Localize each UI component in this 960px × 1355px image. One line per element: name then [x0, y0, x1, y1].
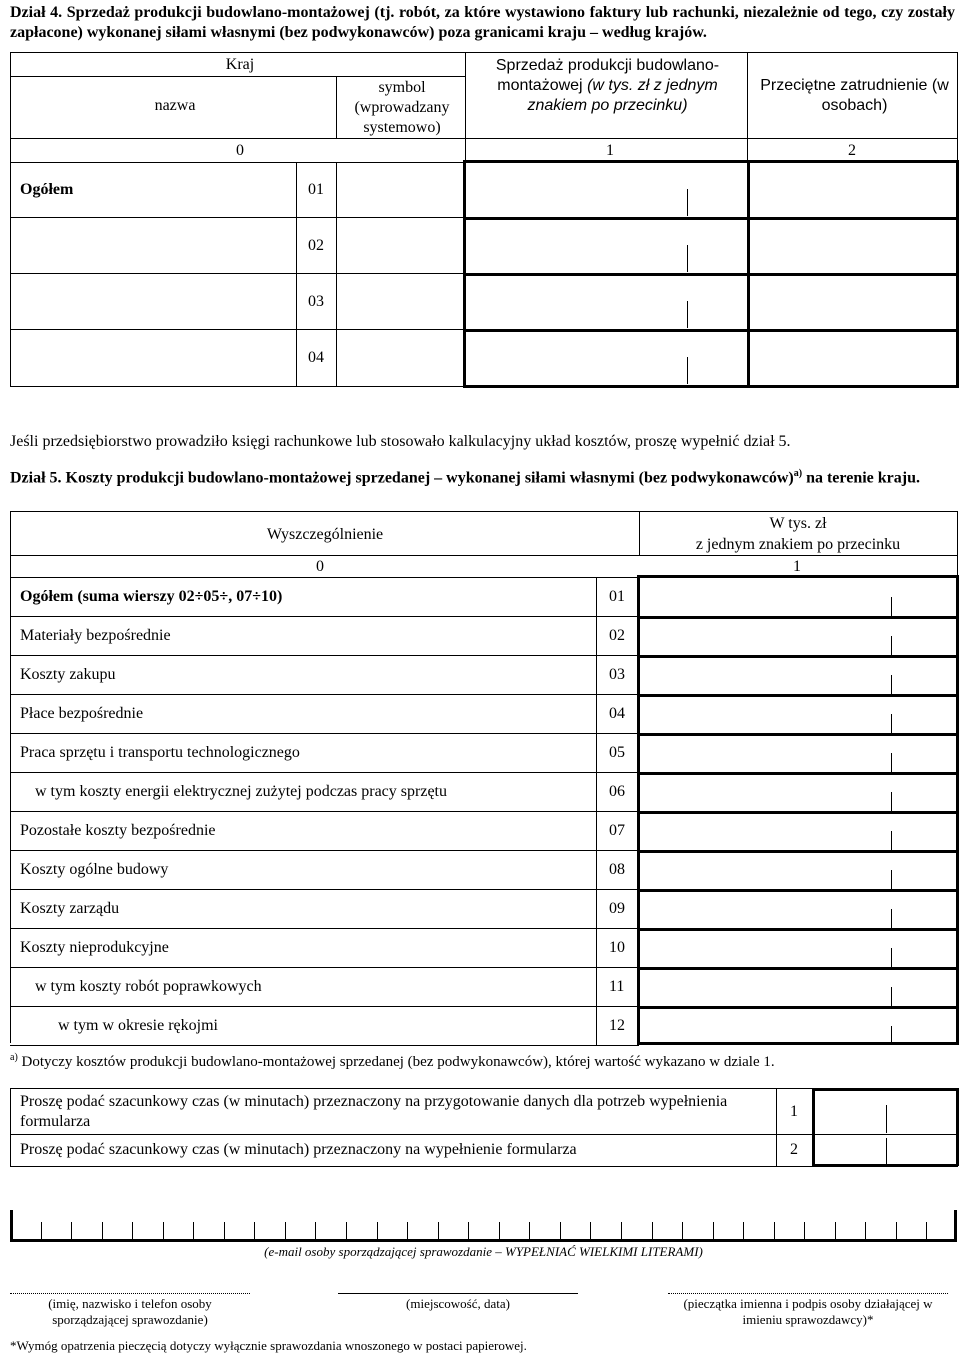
- section5-row-code: 12: [609, 1017, 625, 1034]
- section5-row-label: Koszty zarządu: [20, 900, 120, 917]
- col-sprzedaz-header: [470, 56, 745, 116]
- row-code: 03: [308, 293, 324, 310]
- col-symbol: symbol (wprowadzany systemowo): [354, 79, 450, 136]
- row-ogolem-label: Ogółem: [20, 181, 74, 198]
- row-code: 02: [308, 237, 324, 254]
- section5-row-label: Praca sprzętu i transportu technologicznego: [20, 744, 300, 761]
- col-wtys2: z jednym znakiem po przecinku: [695, 536, 901, 553]
- section5-heading-text: Dział 5. Koszty produkcji budowlano-montażowej sprzedanej – wykonanej siłami własnymi (bez podwykonawców): [10, 469, 794, 487]
- col-wtys: W tys. zł: [769, 515, 827, 532]
- index-1: 1: [606, 142, 614, 159]
- email-field[interactable]: [10, 1210, 957, 1242]
- footnote-mark: a): [10, 1052, 18, 1063]
- row-code: 04: [308, 349, 324, 366]
- section5-row-code: 02: [609, 627, 625, 644]
- section5-row-code: 11: [609, 978, 625, 995]
- col-wyszczegolnienie: Wyszczególnienie: [266, 526, 384, 543]
- section5-row-code: 07: [609, 822, 625, 839]
- section5-row-code: 01: [609, 588, 625, 605]
- col-zatrudnienie: Przeciętne zatrudnienie (w osobach): [760, 77, 949, 114]
- bottom-note: *Wymóg opatrzenia pieczęcią dotyczy wyłącznie sprawozdania wnoszonego w postaci papierowej.: [10, 1338, 527, 1353]
- section5-row-label: Ogółem (suma wierszy 02÷05÷, 07÷10): [20, 588, 283, 605]
- section5-row-code: 06: [609, 783, 625, 800]
- col-kraj: Kraj: [225, 56, 255, 73]
- section4-heading: [10, 3, 955, 43]
- section5-footnote: [10, 1048, 950, 1072]
- section5-input-box[interactable]: [637, 575, 959, 1045]
- footnote-text: Dotyczy kosztów produkcji budowlano-montażowej sprzedanej (bez podwykonawców), której wartość wykazano w dziale 1.: [21, 1054, 775, 1070]
- section5-row-code: 05: [609, 744, 625, 761]
- index-1: 1: [793, 558, 801, 575]
- col-sprzedaz: Sprzedaż produkcji budowlano-montażowej: [495, 57, 720, 94]
- index-0: 0: [316, 558, 324, 575]
- section4-heading-bold: Dział 4. Sprzedaż produkcji budowlano-montażowej: [10, 4, 370, 21]
- time-question-2: Proszę podać szacunkowy czas (w minutach) przeznaczony na wypełnienie formularza: [20, 1141, 577, 1158]
- section5-row-label: Koszty zakupu: [20, 666, 116, 683]
- section5-heading-tail: na terenie kraju.: [802, 469, 920, 487]
- section5-row-code: 03: [609, 666, 625, 683]
- time-question-1: Proszę podać szacunkowy czas (w minutach) przeznaczony na przygotowanie danych dla potrzeb wypełnienia formularza: [20, 1093, 728, 1130]
- section5-row-code: 10: [609, 939, 625, 956]
- section5-row-label: Koszty nieprodukcyjne: [20, 939, 169, 956]
- signature-left: (imię, nazwisko i telefon osoby sporządzającej sprawozdanie): [48, 1296, 212, 1327]
- col-nazwa: nazwa: [154, 97, 196, 114]
- section4-heading-rest: (tj. robót, za które wystawiono faktury lub rachunki, niezależnie od tego, czy zostały zapłacone) wykonanej siłami własnymi (bez podwykonawców) poza granicami kraju – według krajów.: [10, 4, 955, 41]
- row-code: 01: [308, 181, 324, 198]
- section5-row-code: 08: [609, 861, 625, 878]
- time-code-1: 1: [790, 1103, 798, 1120]
- section5-row-label: Koszty ogólne budowy: [20, 861, 169, 878]
- section5-row-label: Pozostałe koszty bezpośrednie: [20, 822, 216, 839]
- signature-right: (pieczątka imienna i podpis osoby działającej w imieniu sprawozdawcy)*: [683, 1296, 933, 1327]
- note-between: Jeśli przedsiębiorstwo prowadziło księgi rachunkowe lub stosowało kalkulacyjny układ kosztów, proszę wypełnić dział 5.: [10, 433, 791, 450]
- email-caption: (e-mail osoby sporządzającej sprawozdanie – WYPEŁNIAĆ WIELKIMI LITERAMI): [264, 1244, 703, 1259]
- section5-row-label: w tym w okresie rękojmi: [58, 1017, 218, 1034]
- signature-middle: (miejscowość, data): [406, 1296, 510, 1311]
- section5-heading: [10, 464, 955, 488]
- section5-heading-sup: a): [793, 468, 803, 479]
- section5-row-label: Materiały bezpośrednie: [20, 627, 171, 644]
- section5-row-label: w tym koszty energii elektrycznej zużytej podczas pracy sprzętu: [35, 783, 447, 800]
- section5-row-code: 04: [609, 705, 625, 722]
- index-2: 2: [848, 142, 856, 159]
- col-sprzedaz-unit: (w tys. zł z jednym znakiem po przecinku): [527, 77, 718, 114]
- section5-row-label: Płace bezpośrednie: [20, 705, 144, 722]
- time-code-2: 2: [790, 1141, 798, 1158]
- index-0: 0: [236, 142, 244, 159]
- section5-row-code: 09: [609, 900, 625, 917]
- section5-row-label: w tym koszty robót poprawkowych: [35, 978, 262, 995]
